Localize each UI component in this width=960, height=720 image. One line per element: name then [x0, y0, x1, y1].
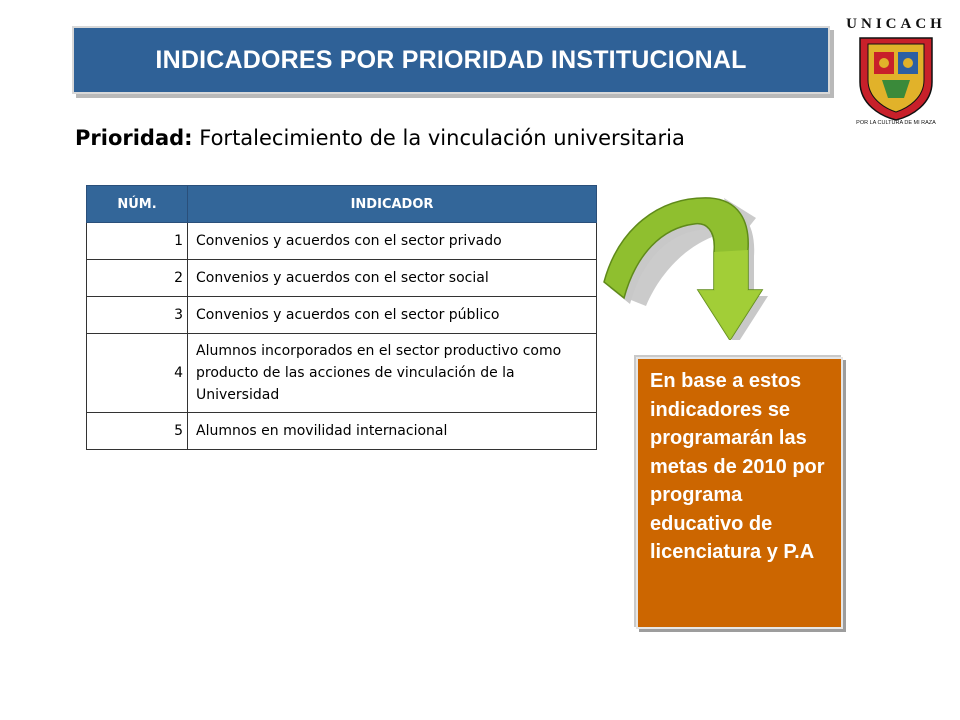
row-indicator: Convenios y acuerdos con el sector privado — [188, 223, 597, 260]
row-num: 3 — [87, 297, 188, 334]
table-row — [87, 413, 597, 450]
logo-top-text: UNICACH — [846, 16, 946, 32]
callout-box: En base a estos indicadores se programarán las metas de 2010 por programa educativo de licenciatura y P.A — [636, 357, 843, 629]
row-indicator: Convenios y acuerdos con el sector público — [188, 297, 597, 334]
priority-line — [75, 126, 685, 150]
table-row — [87, 223, 597, 260]
row-indicator: Alumnos incorporados en el sector productivo como producto de las acciones de vinculación de la Universidad — [188, 334, 597, 413]
priority-label: Prioridad: — [75, 126, 193, 150]
priority-value: Fortalecimiento de la vinculación universitaria — [199, 126, 685, 150]
curved-arrow-icon — [598, 190, 773, 340]
indicators-table — [86, 185, 597, 450]
row-num: 2 — [87, 260, 188, 297]
row-indicator: Alumnos en movilidad internacional — [188, 413, 597, 450]
header-num: NÚM. — [87, 186, 188, 223]
title-banner — [72, 26, 830, 94]
row-num: 5 — [87, 413, 188, 450]
university-logo — [846, 12, 946, 127]
page-title: INDICADORES POR PRIORIDAD INSTITUCIONAL — [155, 45, 747, 74]
coat-of-arms-icon — [860, 38, 932, 120]
table-row — [87, 260, 597, 297]
row-indicator: Convenios y acuerdos con el sector social — [188, 260, 597, 297]
table-row — [87, 334, 597, 413]
logo-bottom-text: POR LA CULTURA DE MI RAZA — [856, 120, 936, 126]
row-num: 1 — [87, 223, 188, 260]
table-row — [87, 297, 597, 334]
table-header-row — [87, 186, 597, 223]
header-indicator: INDICADOR — [188, 186, 597, 223]
row-num: 4 — [87, 334, 188, 413]
